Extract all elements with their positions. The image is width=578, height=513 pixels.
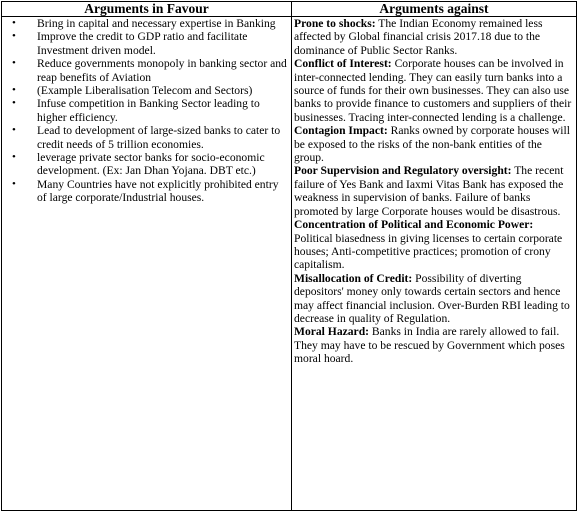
favour-item-text: Infuse competition in Banking Sector leading to higher efficiency. <box>37 97 260 124</box>
bullet-icon: • <box>12 177 16 190</box>
against-item-title: Contagion Impact: <box>294 124 388 138</box>
against-item <box>294 57 574 124</box>
against-item-title: Prone to shocks: <box>294 17 376 30</box>
against-item-title: Conflict of Interest: <box>294 57 392 71</box>
against-item-text: The Indian Economy remained less affected by Global financial crisis 2017.18 due to the dominance of Public Sector Ranks. <box>294 17 543 57</box>
against-item-title: Poor Supervision and Regulatory oversight: <box>294 164 512 178</box>
favour-item-text: Bring in capital and necessary expertise in Banking <box>37 17 276 30</box>
against-item <box>294 124 574 164</box>
list-item <box>12 97 289 124</box>
against-item-text: Possibility of diverting depositors' money only towards certain sectors and hence may affect financial inclusion. Over-Burden RBI leading to decrease in quality of Regulation. <box>294 271 570 325</box>
list-item <box>12 30 289 57</box>
favour-item-text: (Example Liberalisation Telecom and Sectors) <box>37 84 253 98</box>
list-item <box>12 57 289 84</box>
list-item <box>12 84 289 98</box>
favour-item-text: Many Countries have not explicitly prohibited entry of large corporate/Industrial houses. <box>37 177 279 205</box>
against-item-text: Political biasedness in giving licenses to certain corporate houses; Anti-competitive practices; promotion of crony capitalism. <box>294 231 563 272</box>
list-item <box>12 17 289 30</box>
favour-list <box>4 17 289 205</box>
bullet-icon: • <box>12 57 16 70</box>
header-row <box>2 2 577 17</box>
content-row <box>2 17 577 511</box>
against-item-text: Ranks owned by corporate houses will be exposed to the risks of the non-bank entities of the group. <box>294 124 570 165</box>
favour-item-text: Improve the credit to GDP ratio and facilitate Investment driven model. <box>37 30 248 57</box>
bullet-icon: • <box>12 151 16 164</box>
favour-item-text: Reduce governments monopoly in banking sector and reap benefits of Aviation <box>37 57 287 84</box>
against-item-text: The recent failure of Yes Bank and Iaxmi Vitas Bank has exposed the weakness in supervision of banks. Failure of banks promoted by large Corporate houses would be disastrous. <box>294 164 564 218</box>
against-cell <box>292 17 577 511</box>
against-item-title: Misallocation of Credit: <box>294 271 413 285</box>
against-item <box>294 218 574 272</box>
against-item <box>294 17 574 57</box>
against-item-title: Moral Hazard: <box>294 325 370 339</box>
bullet-icon: • <box>12 124 16 137</box>
list-item <box>12 177 289 205</box>
list-item <box>12 151 289 178</box>
against-item-text: Corporate houses can be involved in inter-connected lending. They can easily turn banks into a source of funds for their own businesses. They can also use banks to provide finance to customers and suppliers of their businesses. Tracing inter-connected lending is a challenge. <box>294 57 572 124</box>
favour-cell <box>2 17 292 511</box>
against-item-text: Banks in India are rarely allowed to fail. They may have to be rescued by Government which poses moral hoard. <box>294 325 565 366</box>
against-item <box>294 272 574 326</box>
bullet-icon: • <box>12 84 16 97</box>
favour-item-text: Lead to development of large-sized banks to cater to credit needs of 5 trillion economies. <box>37 124 281 151</box>
bullet-icon: • <box>12 17 16 29</box>
header-against: Arguments against <box>292 2 577 17</box>
against-item <box>294 164 574 218</box>
against-item-title: Concentration of Political and Economic Power: <box>294 218 534 232</box>
header-favour: Arguments in Favour <box>2 2 292 17</box>
against-item <box>294 325 574 365</box>
comparison-table <box>1 1 577 511</box>
list-item <box>12 124 289 151</box>
bullet-icon: • <box>12 30 16 43</box>
bullet-icon: • <box>12 97 16 110</box>
favour-item-text: leverage private sector banks for socio-economic development. (Ex: Jan Dhan Yojana. DBT etc.) <box>37 151 265 178</box>
